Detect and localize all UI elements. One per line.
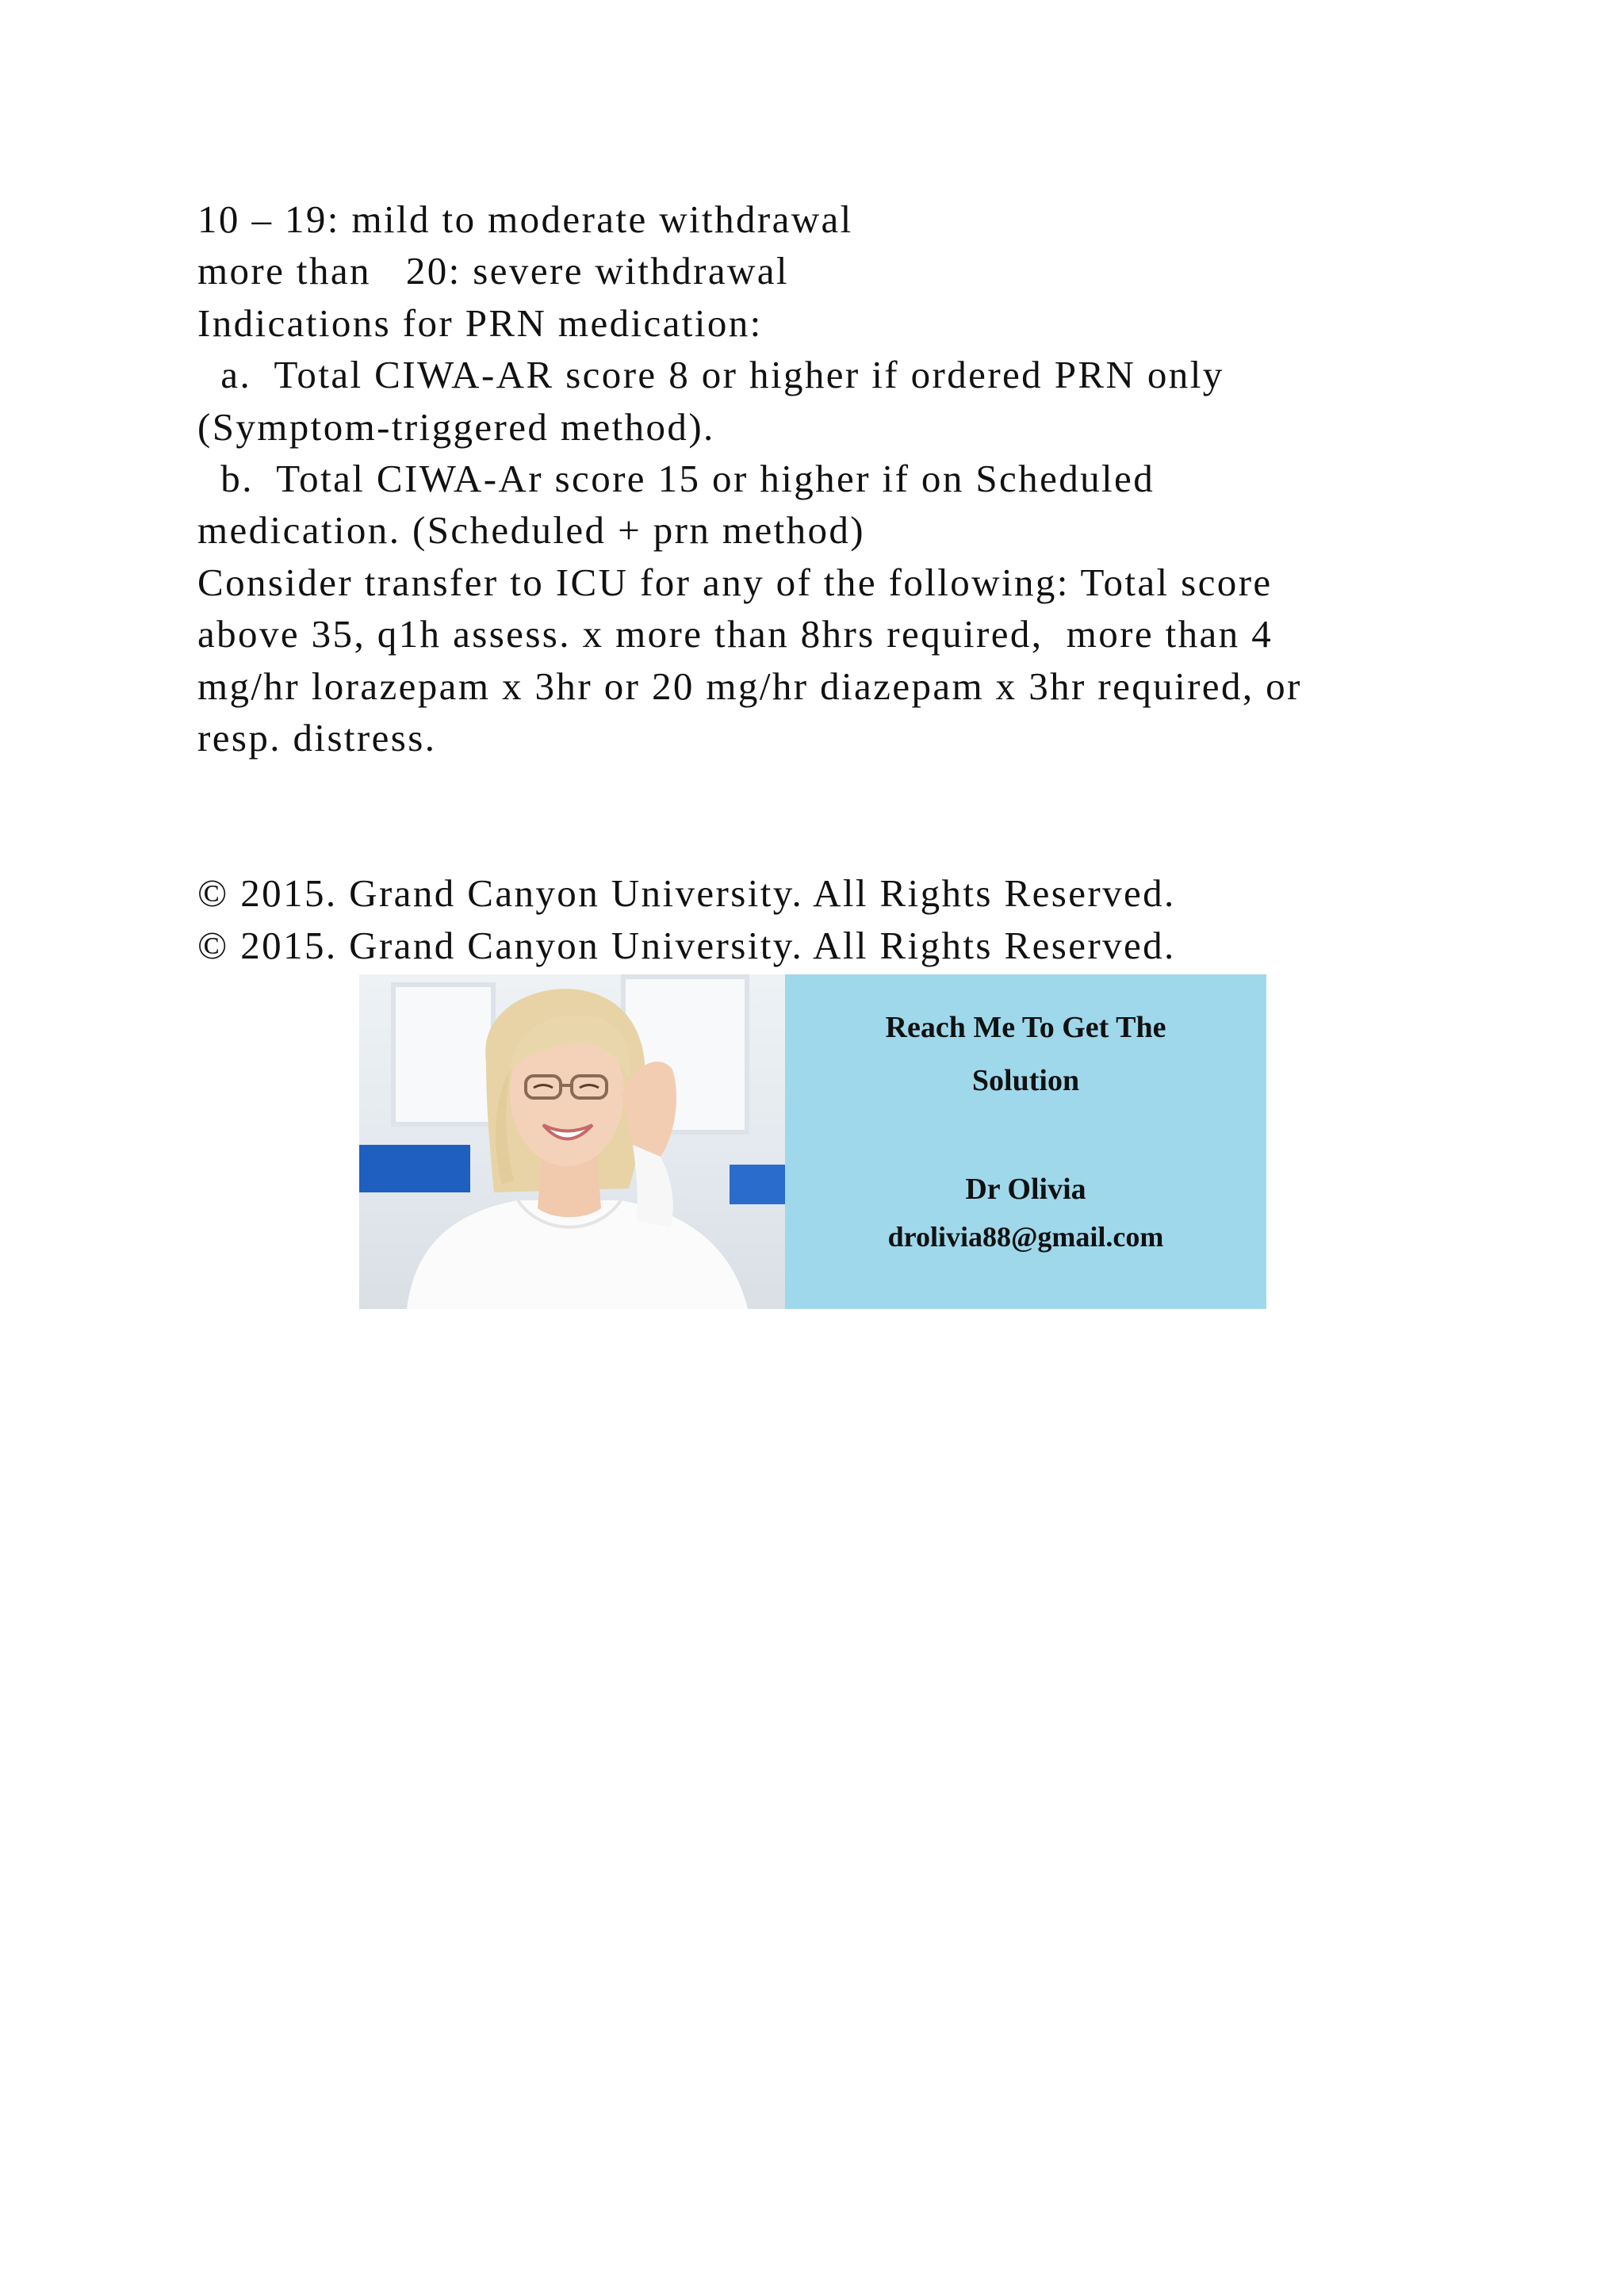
promo-headline-line-2: Solution bbox=[971, 1064, 1080, 1097]
prn-indications-heading: Indications for PRN medication: bbox=[197, 300, 763, 345]
prn-indication-a: a. Total CIWA-AR score 8 or higher if ordered PRN only bbox=[197, 353, 1224, 397]
icu-criteria-line-2: above 35, q1h assess. x more than 8hrs required, more than 4 bbox=[197, 612, 1274, 656]
contact-email-link[interactable]: drolivia88@gmail.com bbox=[887, 1221, 1164, 1253]
icu-criteria-line-1: Consider transfer to ICU for any of the following: Total score bbox=[197, 560, 1273, 604]
score-range-moderate: 10 – 19: mild to moderate withdrawal bbox=[197, 197, 853, 241]
prn-indication-a-cont: (Symptom-triggered method). bbox=[197, 404, 715, 449]
copyright-notice-duplicate: © 2015. Grand Canyon University. All Rights Reserved. bbox=[197, 923, 1176, 967]
document-text bbox=[197, 193, 1434, 971]
icu-criteria-line-3: mg/hr lorazepam x 3hr or 20 mg/hr diazepam x 3hr required, or bbox=[197, 664, 1302, 708]
spacer bbox=[197, 816, 1434, 867]
contact-panel bbox=[785, 974, 1266, 1309]
icu-criteria-line-4: resp. distress. bbox=[197, 716, 437, 760]
prn-indication-b-cont: medication. (Scheduled + prn method) bbox=[197, 508, 866, 553]
promo-banner[interactable] bbox=[359, 974, 1266, 1309]
spacer bbox=[197, 763, 1434, 815]
promo-headline-line-1: Reach Me To Get The bbox=[885, 1011, 1166, 1044]
smiling-woman-icon bbox=[359, 974, 785, 1309]
contact-name: Dr Olivia bbox=[965, 1173, 1086, 1206]
woman-photo-icon bbox=[359, 974, 785, 1309]
score-range-severe: more than 20: severe withdrawal bbox=[197, 249, 789, 293]
promo-headline bbox=[785, 1001, 1266, 1108]
copyright-notice: © 2015. Grand Canyon University. All Rights Reserved. bbox=[197, 871, 1176, 916]
prn-indication-b: b. Total CIWA-Ar score 15 or higher if on Scheduled bbox=[197, 457, 1155, 501]
